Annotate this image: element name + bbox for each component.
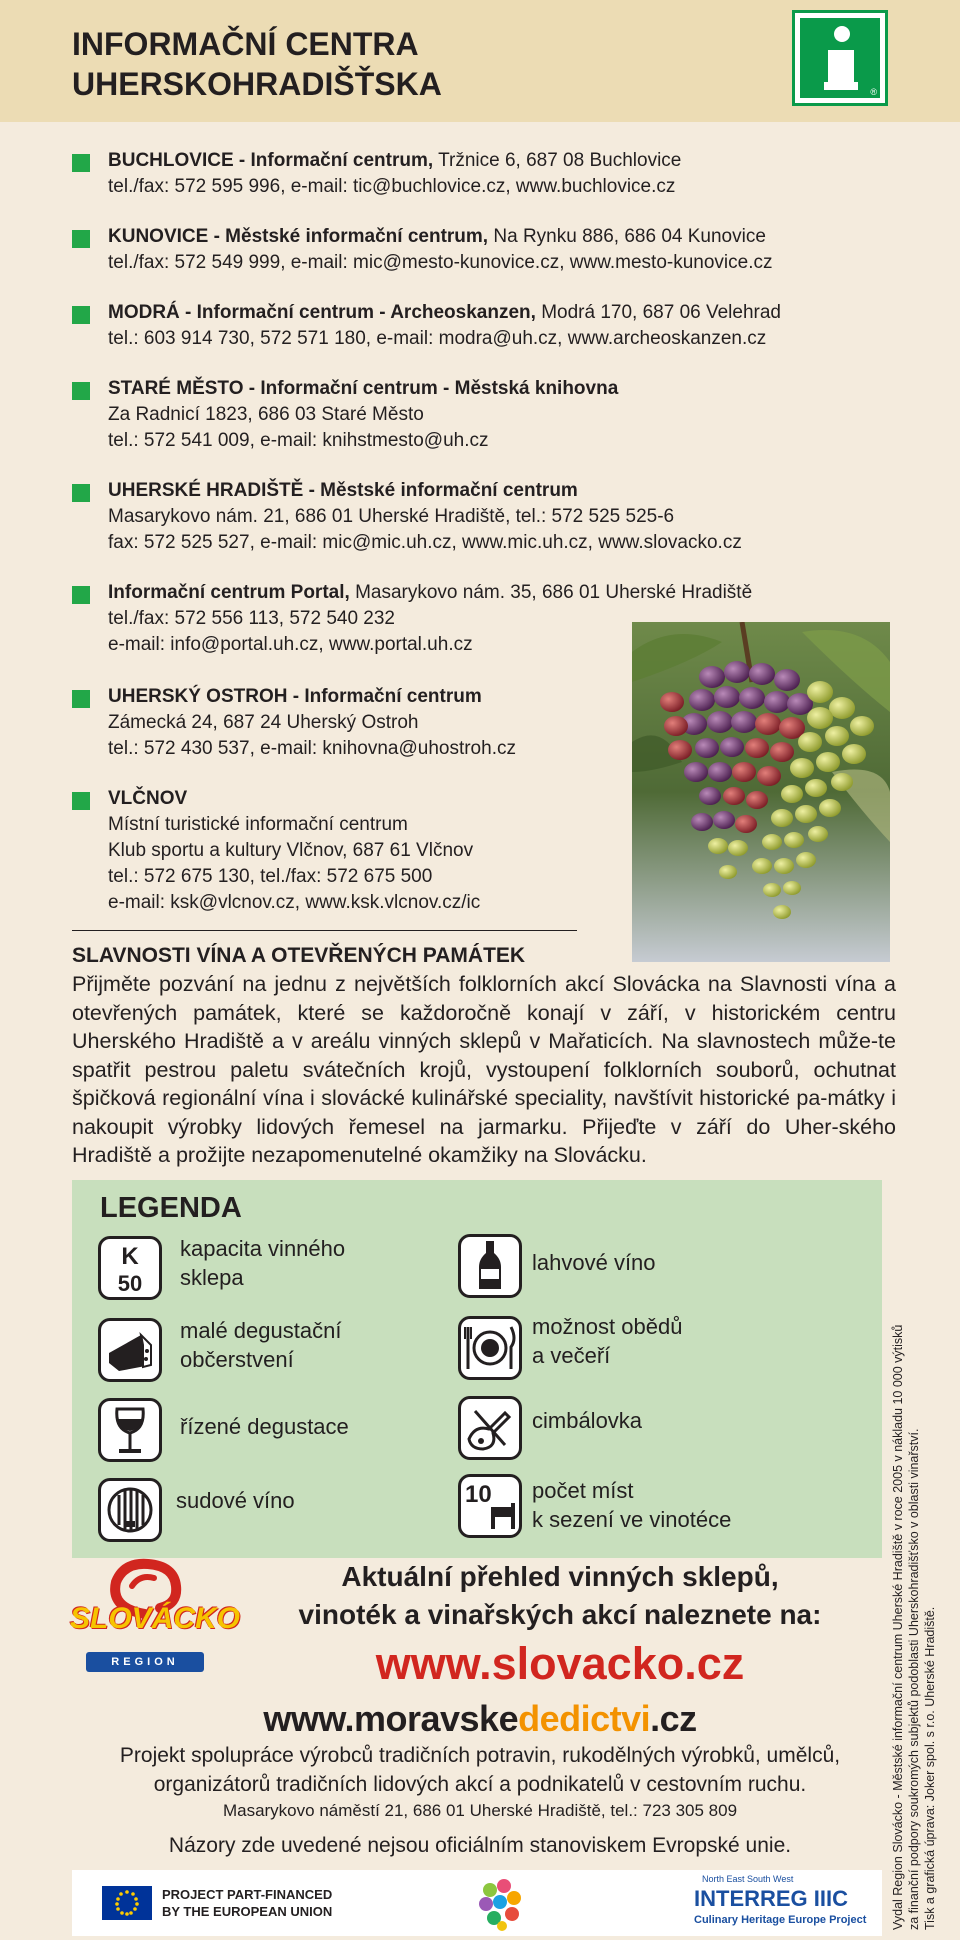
center-contact: tel./fax: 572 556 113, 572 540 232 bbox=[108, 608, 395, 629]
legend-label-bottle bbox=[532, 1248, 656, 1277]
grapes-photo bbox=[632, 622, 890, 962]
center-address: Zámecká 24, 687 24 Uherský Ostroh bbox=[108, 712, 419, 733]
bullet-square-icon bbox=[72, 484, 90, 502]
center-name: MODRÁ - Informační centrum - Archeoskanzen, bbox=[108, 302, 536, 323]
interreg-top-label: North East South West bbox=[702, 1874, 794, 1884]
interreg-sub-label: Culinary Heritage Europe Project bbox=[694, 1914, 867, 1926]
legend-label-tasting bbox=[180, 1412, 349, 1441]
slovacko-url-link[interactable]: www.slovacko.cz bbox=[375, 1638, 745, 1689]
list-item bbox=[72, 786, 632, 916]
legend-label-capacity bbox=[180, 1234, 345, 1292]
center-address: Tržnice 6, 687 08 Buchlovice bbox=[438, 150, 682, 171]
legend-label-line: kapacita vinného bbox=[180, 1236, 346, 1261]
project-line-2: organizátorů tradičních lidových akcí a podnikatelů v cestovním ruchu. bbox=[153, 1773, 807, 1796]
list-item bbox=[72, 478, 892, 556]
slovacko-region-label: REGION bbox=[86, 1652, 204, 1672]
title-line-1: INFORMAČNÍ CENTRA bbox=[72, 26, 419, 62]
festival-section bbox=[72, 942, 896, 1170]
legend-label-barrel bbox=[176, 1486, 295, 1515]
capacity-number: 50 bbox=[117, 1271, 143, 1296]
festival-heading: SLAVNOSTI VÍNA A OTEVŘENÝCH PAMÁTEK bbox=[72, 944, 526, 967]
center-email: e-mail: ksk@vlcnov.cz, www.ksk.vlcnov.cz/ic bbox=[108, 892, 481, 913]
page-title bbox=[72, 24, 442, 104]
legend-label-snacks bbox=[180, 1316, 341, 1374]
url-suffix: .cz bbox=[650, 1698, 697, 1739]
culinary-heritage-icon bbox=[472, 1876, 528, 1932]
legend-panel bbox=[72, 1180, 882, 1558]
center-address: Klub sportu a kultury Vlčnov, 687 61 Vlčnov bbox=[108, 840, 474, 861]
list-item bbox=[72, 376, 892, 454]
center-name: VLČNOV bbox=[108, 788, 188, 809]
footer-logos bbox=[72, 1870, 882, 1936]
url-highlight: dedictvi bbox=[518, 1698, 651, 1739]
legend-label-meals bbox=[532, 1312, 682, 1370]
imprint-line-2: za finanční podpory soukromých subjektů podoblasti Uherskohradišťsko v oblasti vinařství. bbox=[907, 1428, 921, 1930]
overview-text bbox=[240, 1558, 880, 1634]
chair-icon bbox=[458, 1474, 522, 1538]
legend-title: LEGENDA bbox=[100, 1192, 242, 1224]
cheese-icon bbox=[98, 1318, 162, 1382]
legend-label-seats bbox=[532, 1476, 731, 1534]
list-item bbox=[72, 300, 892, 352]
bullet-square-icon bbox=[72, 306, 90, 324]
center-contact: tel./fax: 572 595 996, e-mail: tic@buchlovice.cz, www.buchlovice.cz bbox=[108, 176, 676, 197]
legend-label-line: cimbálovka bbox=[532, 1408, 643, 1433]
seats-number: 10 bbox=[465, 1481, 492, 1508]
festival-body: Přijměte pozvání na jednu z největších folklorních akcí Slovácka na Slavnosti vína a otevřených památek, které se každoročně konají v září, v historickém centru Uherského Hradiště a v areálu vinných sklepů v Mařaticích. Na slavnostech může-te spatřit pestrou paletu svátečních krojů, vystoupení folklorních souborů, ochutnat špičková regionální vína i slovácké kulinářské speciality, navštívit historické pa-mátky i nakoupit výrobky lidových řemesel na jarmarku. Přijeďte v září do Uher-ského Hradiště a prožijte nezapomenutelné okamžiky na Slovácku. bbox=[72, 972, 896, 1167]
legend-label-line: občerstvení bbox=[180, 1347, 294, 1372]
project-line-1: Projekt spolupráce výrobců tradičních potravin, rukodělných výrobků, umělců, bbox=[119, 1744, 841, 1767]
center-contact: tel.: 572 541 009, e-mail: knihstmesto@uh.cz bbox=[108, 430, 489, 451]
eu-line-1: PROJECT PART-FINANCED bbox=[162, 1887, 333, 1902]
bullet-square-icon bbox=[72, 154, 90, 172]
project-address: Masarykovo náměstí 21, 686 01 Uherské Hradiště, tel.: 723 305 809 bbox=[222, 1801, 738, 1820]
publisher-imprint bbox=[890, 1160, 938, 1930]
center-address: Masarykovo nám. 35, 686 01 Uherské Hradiště bbox=[355, 582, 753, 603]
cimbalom-icon bbox=[458, 1396, 522, 1460]
header-band bbox=[0, 0, 960, 122]
legend-label-line: počet míst bbox=[532, 1478, 634, 1503]
overview-line-1: Aktuální přehled vinných sklepů, bbox=[341, 1561, 779, 1592]
legend-label-line: řízené degustace bbox=[180, 1414, 349, 1439]
legend-label-line: malé degustační bbox=[180, 1318, 342, 1343]
capacity-k-letter: K bbox=[121, 1243, 139, 1270]
info-i-icon: ® bbox=[792, 10, 888, 106]
center-name: UHERSKÉ HRADIŠTĚ - Městské informační centrum bbox=[108, 480, 578, 501]
legend-label-line: lahvové víno bbox=[532, 1250, 656, 1275]
project-description bbox=[40, 1741, 920, 1799]
center-name: BUCHLOVICE - Informační centrum, bbox=[108, 150, 434, 171]
plate-cutlery-icon bbox=[458, 1316, 522, 1380]
center-address: Za Radnicí 1823, 686 03 Staré Město bbox=[108, 404, 424, 425]
center-name: STARÉ MĚSTO - Informační centrum - Městská knihovna bbox=[108, 378, 619, 399]
overview-line-2: vinoték a vinařských akcí naleznete na: bbox=[298, 1599, 822, 1630]
bottle-icon bbox=[458, 1234, 522, 1298]
center-address: Na Rynku 886, 686 04 Kunovice bbox=[493, 226, 766, 247]
legend-label-line: sudové víno bbox=[176, 1488, 295, 1513]
center-contact: tel.: 572 430 537, e-mail: knihovna@uhostroh.cz bbox=[108, 738, 516, 759]
bullet-square-icon bbox=[72, 586, 90, 604]
center-subtitle: Místní turistické informační centrum bbox=[108, 814, 408, 835]
center-name: Informační centrum Portal, bbox=[108, 582, 350, 603]
legend-label-line: k sezení ve vinotéce bbox=[532, 1507, 732, 1532]
imprint-line-1: Vydal Region Slovácko - Městské informační centrum Uherské Hradiště v roce 2005 v nákladu 10 000 výtisků bbox=[891, 1324, 905, 1930]
eu-funding-label bbox=[162, 1886, 332, 1920]
eu-flag-icon bbox=[102, 1886, 152, 1920]
bullet-square-icon bbox=[72, 690, 90, 708]
center-name: KUNOVICE - Městské informační centrum, bbox=[108, 226, 489, 247]
moravske-dedictvi-url-link[interactable] bbox=[0, 1698, 960, 1740]
imprint-line-3: Tisk a grafická úprava: Joker spol. s r.o. Uherské Hradiště. bbox=[923, 1606, 937, 1930]
list-item bbox=[72, 148, 892, 200]
url-prefix: www.moravske bbox=[263, 1698, 519, 1739]
slovacko-region-logo bbox=[70, 1556, 241, 1686]
center-address: Masarykovo nám. 21, 686 01 Uherské Hradiště, tel.: 572 525 525-6 bbox=[108, 506, 675, 527]
eu-line-2: BY THE EUROPEAN UNION bbox=[162, 1904, 333, 1919]
center-address: Modrá 170, 687 06 Velehrad bbox=[541, 302, 781, 323]
cellar-capacity-icon bbox=[98, 1236, 162, 1300]
legend-label-cimbalom bbox=[532, 1406, 642, 1435]
interreg-main-label: INTERREG IIIC bbox=[694, 1886, 849, 1911]
slovacko-word: SLOVÁCKO bbox=[70, 1602, 241, 1635]
title-line-2: UHERSKOHRADIŠŤSKA bbox=[72, 66, 442, 102]
legend-label-line: sklepa bbox=[180, 1265, 244, 1290]
bullet-square-icon bbox=[72, 382, 90, 400]
bullet-square-icon bbox=[72, 230, 90, 248]
center-contact: tel.: 572 675 130, tel./fax: 572 675 500 bbox=[108, 866, 433, 887]
legend-label-line: a večeří bbox=[532, 1343, 611, 1368]
center-contact: tel./fax: 572 549 999, e-mail: mic@mesto-kunovice.cz, www.mesto-kunovice.cz bbox=[108, 252, 773, 273]
bullet-square-icon bbox=[72, 792, 90, 810]
interreg-logo bbox=[672, 1874, 872, 1934]
center-contact: fax: 572 525 527, e-mail: mic@mic.uh.cz, www.mic.uh.cz, www.slovacko.cz bbox=[108, 532, 742, 553]
center-name: UHERSKÝ OSTROH - Informační centrum bbox=[108, 686, 482, 707]
center-contact: tel.: 603 914 730, 572 571 180, e-mail: modra@uh.cz, www.archeoskanzen.cz bbox=[108, 328, 767, 349]
divider-line bbox=[72, 930, 577, 931]
legend-label-line: možnost obědů bbox=[532, 1314, 683, 1339]
list-item bbox=[72, 684, 632, 762]
wine-glass-icon bbox=[98, 1398, 162, 1462]
list-item bbox=[72, 224, 892, 276]
barrel-icon bbox=[98, 1478, 162, 1542]
center-email: e-mail: info@portal.uh.cz, www.portal.uh.cz bbox=[108, 634, 473, 655]
eu-disclaimer: Názory zde uvedené nejsou oficiálním stanoviskem Evropské unie. bbox=[168, 1834, 792, 1857]
